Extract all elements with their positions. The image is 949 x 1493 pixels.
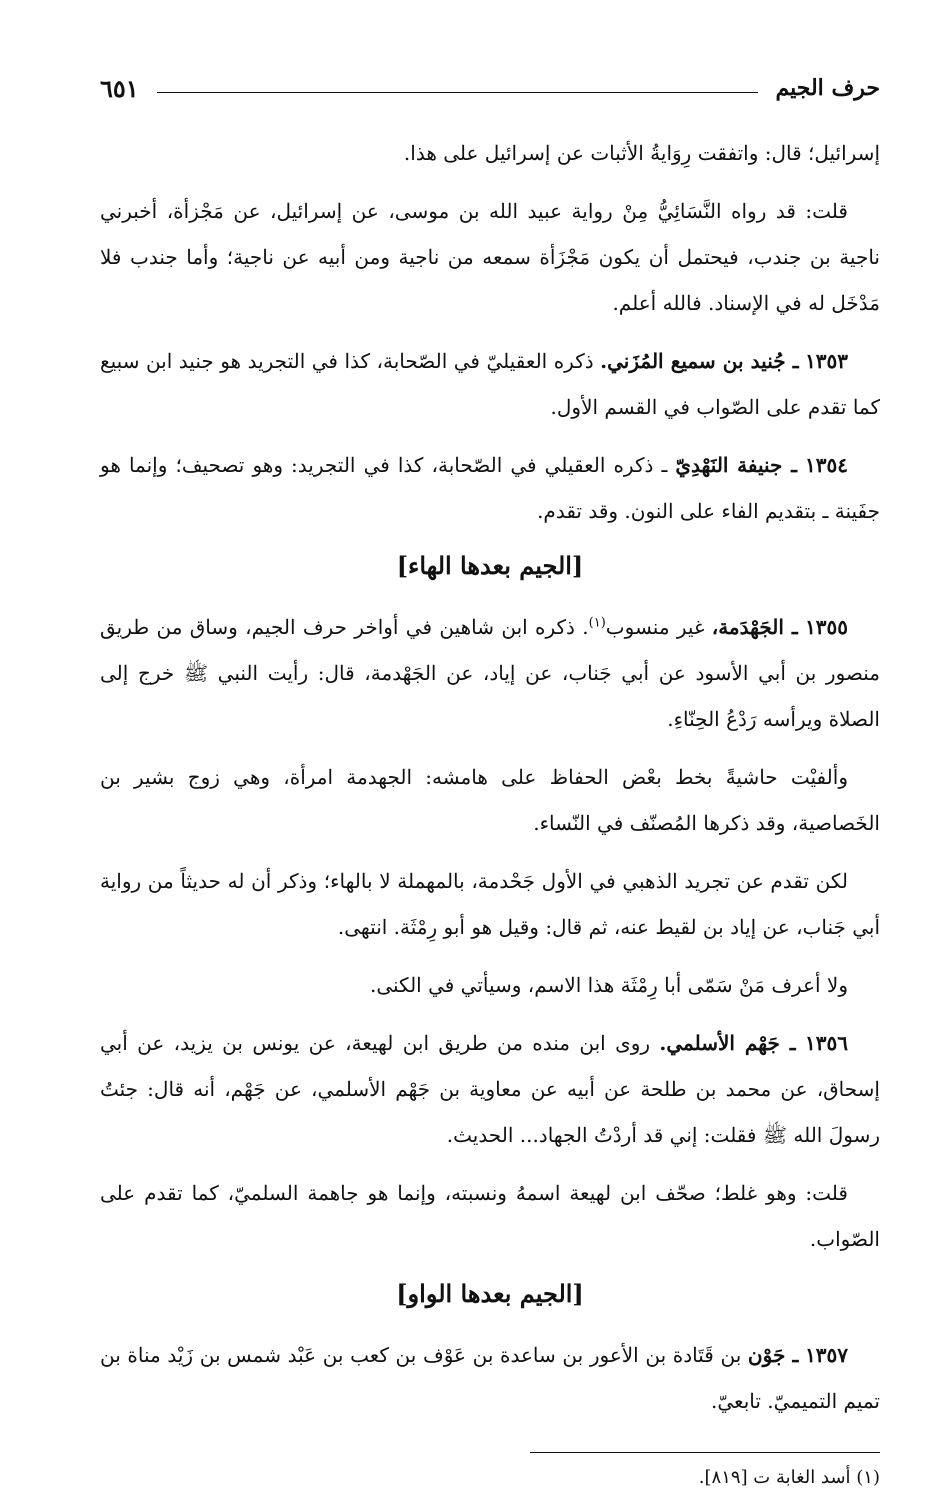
section-heading-waw: [الجيم بعدها الواو]: [396, 1279, 584, 1308]
entry-number: ١٣٥٦: [805, 1031, 848, 1055]
entry-text: ـ ذكره العقيلي في الصّحابة، كذا في التجريد: وهو تصحيف؛ وإنما هو جفَينة ـ بتقديم الفاء على النون. وقد تقدم.: [100, 453, 880, 523]
entry-1353: [100, 338, 880, 430]
entry-text-continued: . ذكره ابن شاهين في أواخر حرف الجيم، وساق من طريق منصور بن أبي الأسود عن أبي جَناب، عن إياد، عن الجَهْدمة، قال: رأيت النبي ﷺ خرج إلى الصلاة ويرأسه رَدْعُ الحِنّاءِ.: [100, 615, 880, 731]
running-header: [100, 70, 880, 106]
paragraph-note: قلت: قد رواه النَّسَائِيُّ مِنْ رواية عبيد الله بن موسى، عن إسرائيل، عن مَجْزأة، أخبرني ناجية بن جندب، فيحتمل أن يكون مَجْزَأة سمعه من ناجية ومن أبيه عن ناجية؛ وأما جندب فلا مَدْخَل له في الإسناد. فالله أعلم.: [100, 199, 880, 315]
entry-name: الجَهْدَمة،: [711, 615, 784, 639]
entry-dash: ـ: [779, 1031, 796, 1055]
entry-text: غير منسوب: [605, 615, 705, 639]
entry-dash: ـ: [785, 349, 799, 373]
entry-number: ١٣٥٣: [805, 349, 849, 373]
entry-text: ذكره العقيليّ في الصّحابة، كذا في التجريد هو جنيد ابن سبيع كما تقدم على الصّواب في القسم الأول.: [100, 349, 880, 419]
entry-number: ١٣٥٥: [805, 615, 849, 639]
entry-text: روى ابن منده من طريق ابن لهيعة، عن يونس بن يزيد، عن أبي إسحاق، عن محمد بن طلحة عن أبيه عن معاوية بن جَهْم الأسلمي، عن جَهْم، أنه قال: جئتُ رسولَ الله ﷺ فقلت: إني قد أردْتُ الجهاد... الحديث.: [100, 1031, 880, 1147]
paragraph-kuna: ولا أعرف مَنْ سَمّى أبا رِمْثَة هذا الاسم، وسيأتي في الكنى.: [369, 973, 848, 997]
page-number: ٦٥١: [100, 73, 139, 103]
entry-name: جُنيد بن سميع المُزَني.: [600, 349, 786, 373]
entry-1354: [100, 442, 880, 534]
entry-1355: [100, 604, 880, 742]
section-heading-ha: [الجيم بعدها الهاء]: [396, 551, 584, 580]
entry-number: ١٣٥٤: [805, 453, 849, 477]
footnote-marker: (١): [588, 615, 606, 631]
footnote-rule: [530, 1452, 880, 1453]
entry-dash: ـ: [783, 615, 798, 639]
entry-1357: [100, 1332, 880, 1424]
entry-name: جَوْن: [747, 1343, 786, 1367]
document-page: [100, 70, 880, 1493]
header-rule: [157, 92, 758, 93]
paragraph-continuation: إسرائيل؛ قال: واتفقت رِوَايةُ الأثبات عن إسرائيل على هذا.: [403, 141, 880, 165]
paragraph-margin-note: وألفيْت حاشيةً بخط بعْض الحفاظ على هامشه: الجهدمة امرأة، وهي زوج بشير بن الخَصاصية، وقد ذكرها المُصنّف في النّساء.: [100, 765, 880, 835]
entry-dash: ـ: [785, 1343, 799, 1367]
entry-number: ١٣٥٧: [805, 1343, 849, 1367]
footnote: (١) أسد الغابة ت [٨١٩].: [698, 1467, 880, 1488]
paragraph-tajrid: لكن تقدم عن تجريد الذهبي في الأول جَحْدمة، بالمهملة لا بالهاء؛ وذكر أن له حديثاً من رواية أبي جَناب، عن إياد بن لقيط عنه، ثم قال: وقيل هو أبو رِمْثَة. انتهى.: [100, 869, 880, 939]
entry-name: جَهْم الأسلمي.: [659, 1031, 780, 1055]
entry-name: جنيفة النَهْدِيّ: [675, 453, 783, 477]
running-title: حرف الجيم: [775, 75, 880, 101]
entry-1356: [100, 1020, 880, 1158]
paragraph-correction: قلت: وهو غلط؛ صحّف ابن لهيعة اسمهُ ونسبته، وإنما هو جاهمة السلميّ، كما تقدم على الصّواب.: [100, 1181, 880, 1251]
entry-text: بن قَتَادة بن الأعور بن ساعدة بن عَوْف بن كعب بن عَبْد شمس بن زَيْد مناة بن تميم التميميّ. تابعيّ.: [100, 1343, 880, 1413]
entry-dash: ـ: [782, 453, 797, 477]
